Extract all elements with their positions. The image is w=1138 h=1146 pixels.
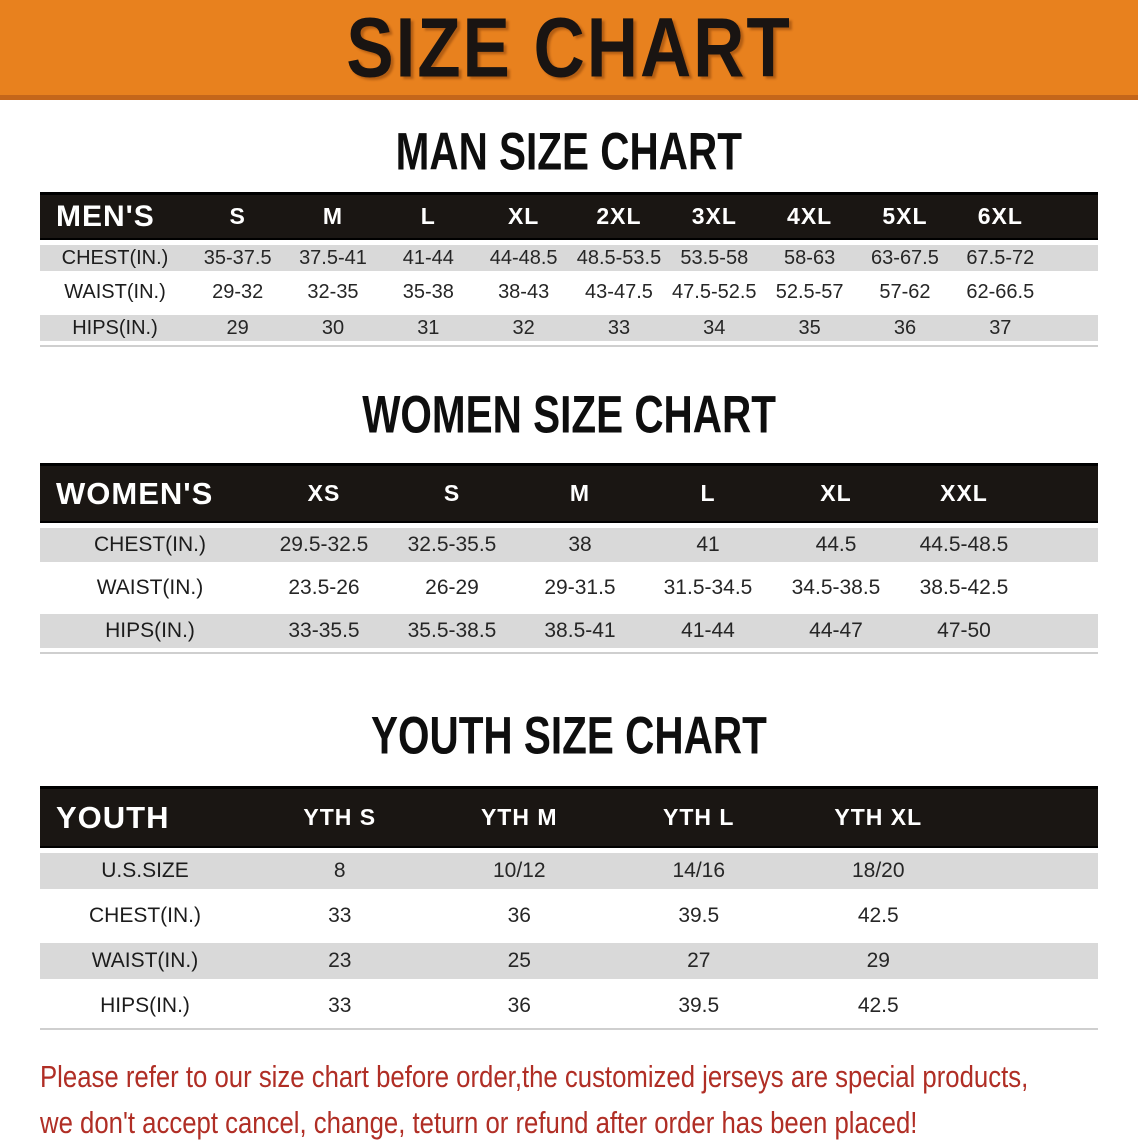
measurement-row-label: HIPS(IN.) — [40, 310, 190, 345]
men-section — [0, 121, 1138, 181]
measurement-value: 38 — [516, 523, 644, 566]
size-column-header: L — [381, 192, 476, 240]
spacer-cell — [1028, 463, 1098, 523]
women-section-heading: WOMEN SIZE CHART — [362, 384, 776, 444]
spacer-cell — [968, 938, 1098, 983]
men-header-row — [40, 192, 1098, 240]
measurement-value: 53.5-58 — [667, 240, 762, 275]
spacer-cell — [1048, 192, 1098, 240]
measurement-row — [40, 240, 1098, 275]
measurement-value: 29.5-32.5 — [260, 523, 388, 566]
youth-section — [0, 705, 1138, 765]
measurement-row-label: CHEST(IN.) — [40, 240, 190, 275]
size-column-header: 2XL — [571, 192, 666, 240]
measurement-value: 41-44 — [381, 240, 476, 275]
group-label: MEN'S — [40, 192, 190, 240]
measurement-value: 35-37.5 — [190, 240, 285, 275]
spacer-cell — [1048, 275, 1098, 310]
women-section — [0, 384, 1138, 444]
measurement-value: 32.5-35.5 — [388, 523, 516, 566]
measurement-value: 33 — [250, 983, 430, 1028]
measurement-row-label: HIPS(IN.) — [40, 609, 260, 652]
measurement-value: 36 — [430, 893, 610, 938]
size-column-header: YTH XL — [789, 786, 969, 848]
measurement-value: 31 — [381, 310, 476, 345]
spacer-cell — [968, 983, 1098, 1028]
measurement-value: 42.5 — [789, 893, 969, 938]
size-column-header: 4XL — [762, 192, 857, 240]
measurement-value: 29-31.5 — [516, 566, 644, 609]
measurement-value: 41 — [644, 523, 772, 566]
measurement-value: 62-66.5 — [953, 275, 1048, 310]
measurement-row-label: WAIST(IN.) — [40, 938, 250, 983]
measurement-value: 44.5-48.5 — [900, 523, 1028, 566]
men-size-table — [40, 192, 1098, 347]
measurement-row-label: CHEST(IN.) — [40, 523, 260, 566]
measurement-value: 44-47 — [772, 609, 900, 652]
measurement-value: 52.5-57 — [762, 275, 857, 310]
measurement-value: 38.5-41 — [516, 609, 644, 652]
measurement-row — [40, 275, 1098, 310]
measurement-value: 37.5-41 — [285, 240, 380, 275]
size-column-header: YTH L — [609, 786, 789, 848]
measurement-value: 10/12 — [430, 848, 610, 893]
size-chart-banner — [0, 0, 1138, 100]
measurement-value: 38.5-42.5 — [900, 566, 1028, 609]
spacer-cell — [968, 786, 1098, 848]
measurement-value: 57-62 — [857, 275, 952, 310]
measurement-value: 33 — [250, 893, 430, 938]
measurement-value: 43-47.5 — [571, 275, 666, 310]
measurement-row-label: U.S.SIZE — [40, 848, 250, 893]
measurement-row — [40, 893, 1098, 938]
measurement-row — [40, 523, 1098, 566]
measurement-value: 29 — [190, 310, 285, 345]
measurement-value: 14/16 — [609, 848, 789, 893]
size-column-header: M — [516, 463, 644, 523]
measurement-value: 25 — [430, 938, 610, 983]
disclaimer-line-2: we don't accept cancel, change, teturn or refund after order has been placed! — [40, 1105, 918, 1140]
spacer-cell — [1048, 310, 1098, 345]
disclaimer-line-1: Please refer to our size chart before order,the customized jerseys are special products, — [40, 1059, 1029, 1094]
men-section-heading: MAN SIZE CHART — [395, 121, 743, 181]
measurement-value: 35-38 — [381, 275, 476, 310]
size-column-header: 6XL — [953, 192, 1048, 240]
measurement-value: 48.5-53.5 — [571, 240, 666, 275]
measurement-value: 26-29 — [388, 566, 516, 609]
size-column-header: 3XL — [667, 192, 762, 240]
measurement-value: 44.5 — [772, 523, 900, 566]
measurement-value: 63-67.5 — [857, 240, 952, 275]
measurement-value: 23.5-26 — [260, 566, 388, 609]
youth-header-row — [40, 786, 1098, 848]
measurement-value: 35 — [762, 310, 857, 345]
size-column-header: L — [644, 463, 772, 523]
measurement-value: 67.5-72 — [953, 240, 1048, 275]
measurement-value: 27 — [609, 938, 789, 983]
spacer-cell — [1028, 523, 1098, 566]
measurement-value: 34 — [667, 310, 762, 345]
spacer-cell — [1048, 240, 1098, 275]
size-column-header: S — [388, 463, 516, 523]
banner-title: SIZE CHART — [346, 0, 792, 95]
measurement-value: 33-35.5 — [260, 609, 388, 652]
women-header-row — [40, 463, 1098, 523]
measurement-value: 39.5 — [609, 893, 789, 938]
measurement-value: 30 — [285, 310, 380, 345]
disclaimer-text — [40, 1054, 1138, 1146]
spacer-cell — [968, 893, 1098, 938]
measurement-value: 29 — [789, 938, 969, 983]
measurement-row-label: HIPS(IN.) — [40, 983, 250, 1028]
size-column-header: S — [190, 192, 285, 240]
measurement-row — [40, 310, 1098, 345]
measurement-value: 47.5-52.5 — [667, 275, 762, 310]
measurement-value: 47-50 — [900, 609, 1028, 652]
size-column-header: YTH S — [250, 786, 430, 848]
measurement-row — [40, 848, 1098, 893]
spacer-cell — [1028, 609, 1098, 652]
size-column-header: 5XL — [857, 192, 952, 240]
measurement-row-label: WAIST(IN.) — [40, 275, 190, 310]
measurement-value: 18/20 — [789, 848, 969, 893]
youth-section-heading: YOUTH SIZE CHART — [371, 705, 767, 765]
measurement-value: 23 — [250, 938, 430, 983]
measurement-value: 42.5 — [789, 983, 969, 1028]
spacer-cell — [968, 848, 1098, 893]
measurement-row-label: CHEST(IN.) — [40, 893, 250, 938]
measurement-value: 32-35 — [285, 275, 380, 310]
measurement-value: 38-43 — [476, 275, 571, 310]
measurement-row — [40, 566, 1098, 609]
size-column-header: XL — [772, 463, 900, 523]
measurement-value: 58-63 — [762, 240, 857, 275]
group-label: YOUTH — [40, 786, 250, 848]
measurement-value: 35.5-38.5 — [388, 609, 516, 652]
measurement-value: 44-48.5 — [476, 240, 571, 275]
measurement-value: 31.5-34.5 — [644, 566, 772, 609]
measurement-value: 34.5-38.5 — [772, 566, 900, 609]
measurement-value: 8 — [250, 848, 430, 893]
size-column-header: XXL — [900, 463, 1028, 523]
measurement-row-label: WAIST(IN.) — [40, 566, 260, 609]
women-size-table — [40, 463, 1098, 654]
size-column-header: M — [285, 192, 380, 240]
measurement-row — [40, 609, 1098, 652]
size-column-header: XS — [260, 463, 388, 523]
measurement-row — [40, 983, 1098, 1028]
youth-size-table — [40, 786, 1098, 1030]
measurement-value: 36 — [430, 983, 610, 1028]
measurement-value: 33 — [571, 310, 666, 345]
measurement-value: 29-32 — [190, 275, 285, 310]
measurement-value: 39.5 — [609, 983, 789, 1028]
measurement-value: 41-44 — [644, 609, 772, 652]
group-label: WOMEN'S — [40, 463, 260, 523]
size-column-header: XL — [476, 192, 571, 240]
measurement-row — [40, 938, 1098, 983]
measurement-value: 32 — [476, 310, 571, 345]
measurement-value: 36 — [857, 310, 952, 345]
measurement-value: 37 — [953, 310, 1048, 345]
size-column-header: YTH M — [430, 786, 610, 848]
spacer-cell — [1028, 566, 1098, 609]
